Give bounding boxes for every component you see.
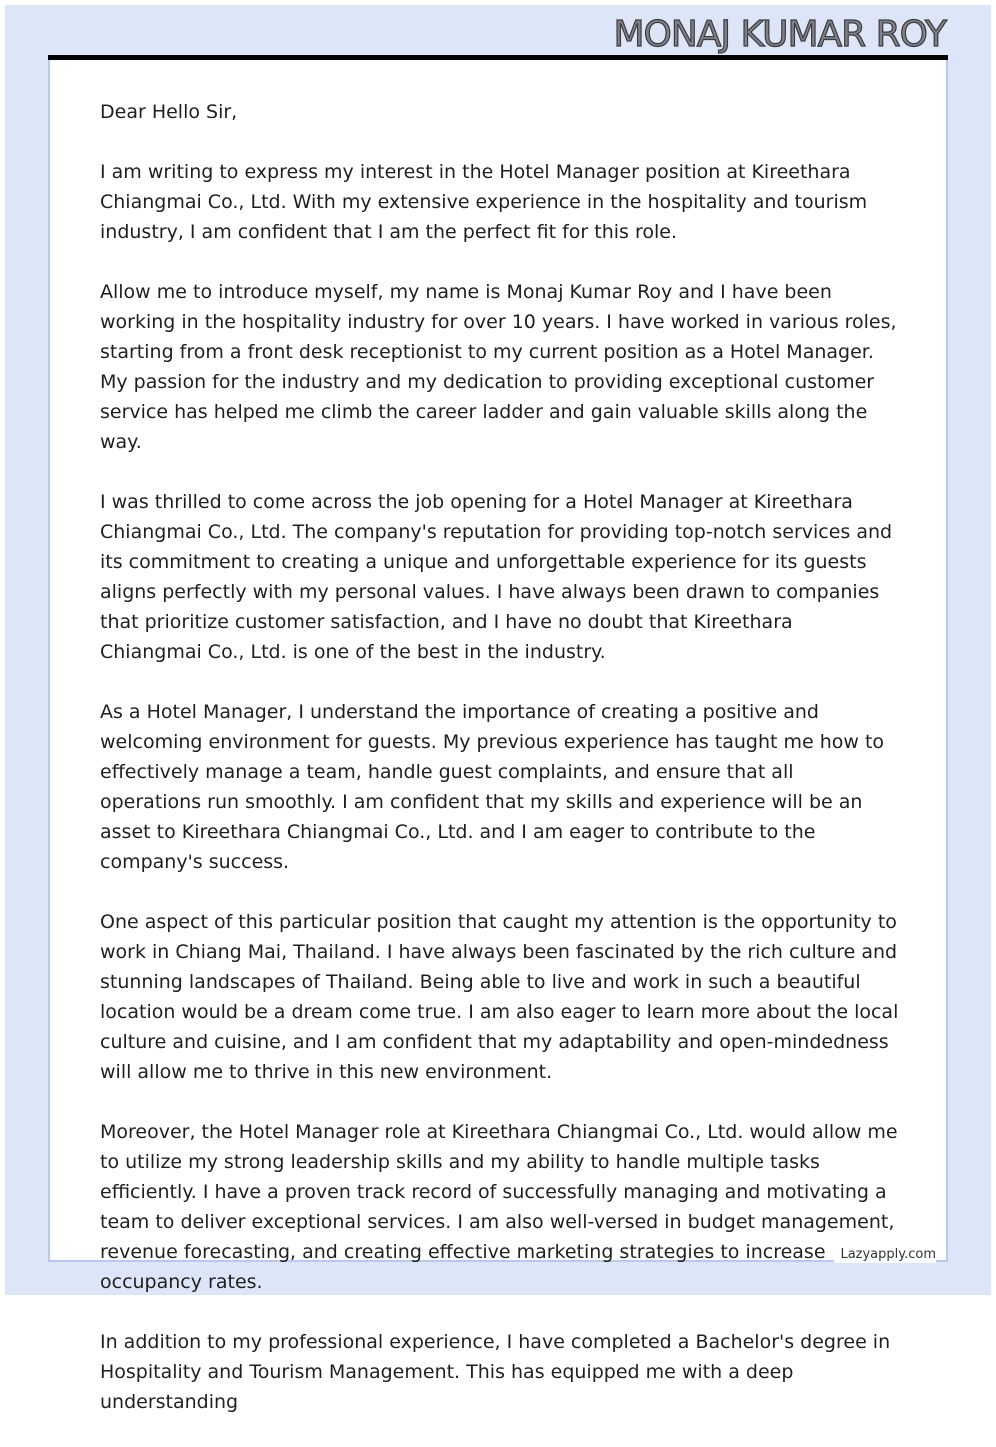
letter-body xyxy=(100,97,900,1447)
paragraph: I am writing to express my interest in the Hotel Manager position at Kireethara Chiangmai Co., Ltd. With my extensive experience in the hospitality and tourism industry, I am confident that I am the perfect fit for this role. xyxy=(100,161,868,243)
brand-watermark: Lazyapply.com xyxy=(834,1247,936,1263)
paragraph: As a Hotel Manager, I understand the importance of creating a positive and welcoming environment for guests. My previous experience has taught me how to effectively manage a team, handle guest complaints, and ensure that all operations run smoothly. I am confident that my skills and experience will be an asset to Kireethara Chiangmai Co., Ltd. and I am eager to contribute to the company's success. xyxy=(100,701,885,873)
salutation: Dear Hello Sir, xyxy=(100,101,238,123)
paragraph: Allow me to introduce myself, my name is Monaj Kumar Roy and I have been working in the hospitality industry for over 10 years. I have worked in various roles, starting from a front desk receptionist to my current position as a Hotel Manager. My passion for the industry and my dedication to providing exceptional customer service has helped me climb the career ladder and gain valuable skills along the way. xyxy=(100,281,897,453)
paragraph: One aspect of this particular position that caught my attention is the opportunity to work in Chiang Mai, Thailand. I have always been fascinated by the rich culture and stunning landscapes of Thailand. Being able to live and work in such a beautiful location would be a dream come true. I am also eager to learn more about the local culture and cuisine, and I am confident that my adaptability and open-mindedness will allow me to thrive in this new environment. xyxy=(100,911,899,1083)
paragraph: In addition to my professional experience, I have completed a Bachelor's degree in Hospitality and Tourism Management. This has equipped me with a deep understanding xyxy=(100,1331,891,1413)
paragraph: Moreover, the Hotel Manager role at Kireethara Chiangmai Co., Ltd. would allow me to utilize my strong leadership skills and my ability to handle multiple tasks efficiently. I have a proven track record of successfully managing and motivating a team to deliver exceptional services. I am also well-versed in budget management, revenue forecasting, and creating effective marketing strategies to increase occupancy rates. xyxy=(100,1121,898,1293)
paragraph: I was thrilled to come across the job opening for a Hotel Manager at Kireethara Chiangmai Co., Ltd. The company's reputation for providing top-notch services and its commitment to creating a unique and unforgettable experience for its guests aligns perfectly with my personal values. I have always been drawn to companies that prioritize customer satisfaction, and I have no doubt that Kireethara Chiangmai Co., Ltd. is one of the best in the industry. xyxy=(100,491,893,663)
applicant-name: MONAJ KUMAR ROY xyxy=(613,14,946,55)
